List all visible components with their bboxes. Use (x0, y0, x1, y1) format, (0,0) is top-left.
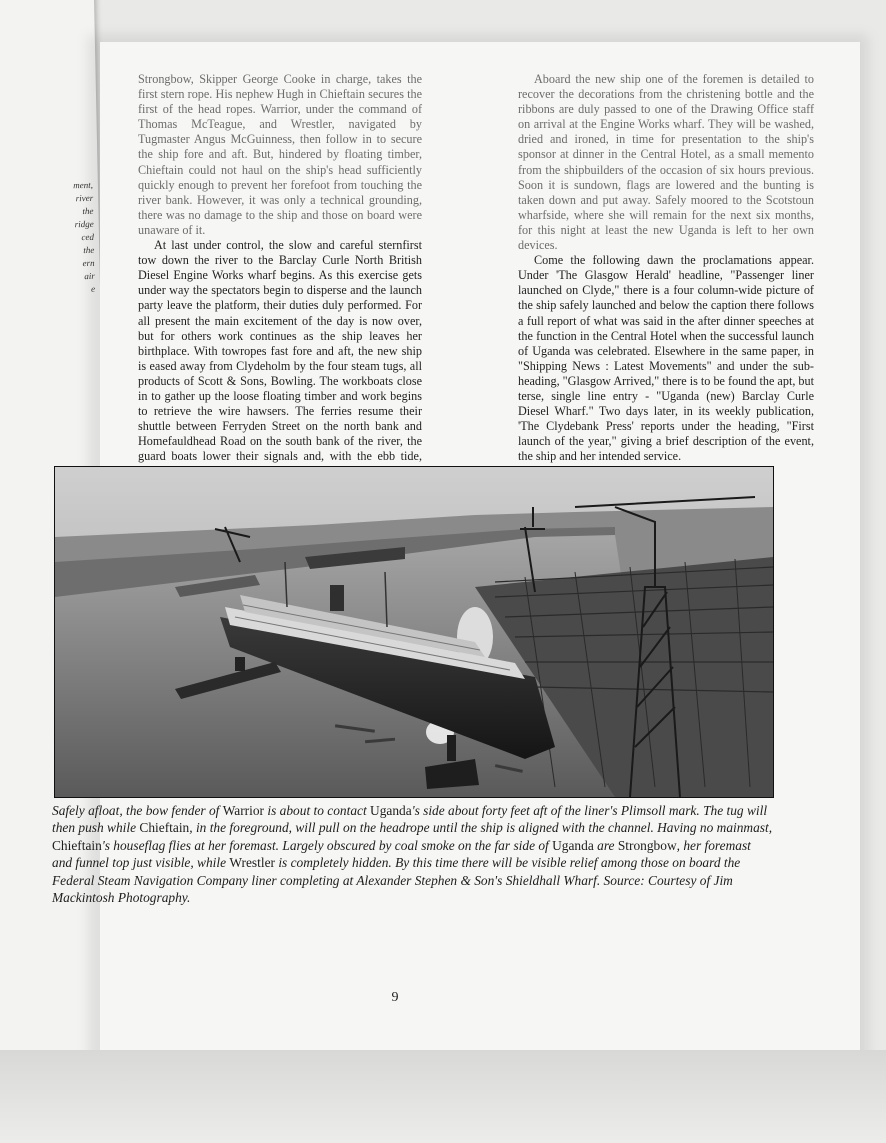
paragraph: Aboard the new ship one of the foremen is detailed to recover the decorations from the christening bottle and the ribbons are duly passed to one of the Drawing Office staff on arrival at the Engine Works wharf. They will be washed, dried and ironed, in time for presentation to the ship's sponsor at dinner in the Central Hotel, as a small memento from the shipbuilders of the occasion of six hours previous. Soon it is sundown, flags are lowered and the bunting is taken down and put away. Safely moored to the Scotstoun wharfside, where she will remain for the next six months, for this night at least the new Uganda is left to her own devices. (518, 72, 814, 253)
ship-photo (54, 466, 774, 798)
ship-name: Chieftain (139, 820, 190, 836)
edge-line: e (90, 283, 96, 294)
paragraph: At last under control, the slow and careful sternfirst tow down the river to the Barclay Curle North British Diesel Engine Works wharf begins. As this exercise gets under way the spectators begin to disperse and the launch party leave the platform, their duties duly performed. For all present the main excitement of the day is now over, but for others work continues as the ship leaves her birthplace. With towropes fast fore and aft, the new ship is eased away from Clydeholm by the four steam tugs, all products of Scott & Sons, Bowling. The workboats close in to gather up the loose floating timber and work begins to retrieve the wire hawsers. The ferries resume their shuttle between Ferryden Street on the north bank and Homefauldhead Road on the south bank of the river, the guard boats lower their signals and, with the ebb tide, (138, 238, 422, 464)
ship-name: Wrestler (229, 855, 275, 871)
edge-line: ment, (73, 179, 93, 191)
ship-name: Chieftain (52, 837, 102, 853)
caption-text: is about to contact (264, 803, 371, 818)
text-column-right (518, 72, 814, 464)
edge-line: air (84, 270, 95, 282)
edge-line: the (82, 205, 94, 217)
edge-line: the (83, 244, 95, 256)
table-surface (0, 1050, 886, 1143)
caption-text: 's side about forty feet aft of the liner's Plimsoll mark. The tug will then push while (52, 803, 768, 836)
ship-name: Uganda (552, 837, 594, 853)
caption-text: 's houseflag flies at her foremast. Largely obscured by coal smoke on the far side of (101, 837, 553, 853)
caption-text: are (593, 837, 618, 853)
edge-line: ced (81, 231, 95, 243)
photo-caption (52, 802, 774, 906)
caption-text: is completely hidden. By this time there will be visible relief among those on board the Federal Steam Navigation Company liner completing at Alexander Stephen & Son's Shieldhall Wharf. Source: Courtesy of Jim Mackintosh Photography. (52, 855, 741, 906)
ship-name: Warrior (222, 803, 265, 818)
paragraph: Strongbow, Skipper George Cooke in charge, takes the first stern rope. His nephew Hugh in Chieftain secures the first of the head ropes. Warrior, under the command of Thomas McTeague, and Wrestler, navigated by Tugmaster Angus McGuinness, then follow in to secure the ship fore and aft. But, hindered by floating timber, Chieftain could not haul on the ship's head sufficiently quickly enough to prevent her forefoot from touching the river bank. However, it was only a technical grounding, there was no damage to the ship and those on board were unaware of it. (138, 72, 422, 237)
caption-text: , in the foreground, will pull on the headrope until the ship is aligned with the channel. Having no mainmast, (189, 820, 773, 836)
caption-text: Safely afloat, the bow fender of (52, 803, 223, 818)
edge-line: ern (82, 257, 95, 269)
page-number: 9 (391, 990, 399, 1005)
paragraph: Come the following dawn the proclamations appear. Under 'The Glasgow Herald' headline, "Passenger liner launched on Clyde," there is a four column-wide picture of the ship safely launched and below the caption there follows a full report of what was said in the after dinner speeches at the function in the Central Hotel when the successful launch of Uganda was celebrated. Elsewhere in the same paper, in "Shipping News : Latest Movements" and under the sub-heading, "Glasgow Arrived," there is to be found the apt, but terse, single line entry - "Uganda (new) Barclay Curle Diesel Wharf." Two days later, in its weekly publication, 'The Clydebank Press' reports under the heading, "First launch of the year," giving a brief description of the event, the ship and her intended service. (518, 253, 814, 464)
caption-text: , her foremast and funnel top just visible, while (52, 837, 751, 871)
edge-line: river (75, 192, 94, 204)
edge-line: ridge (74, 218, 94, 230)
ship-name: Uganda (370, 803, 412, 818)
text-column-left (138, 72, 422, 480)
ship-name: Strongbow (617, 837, 677, 853)
